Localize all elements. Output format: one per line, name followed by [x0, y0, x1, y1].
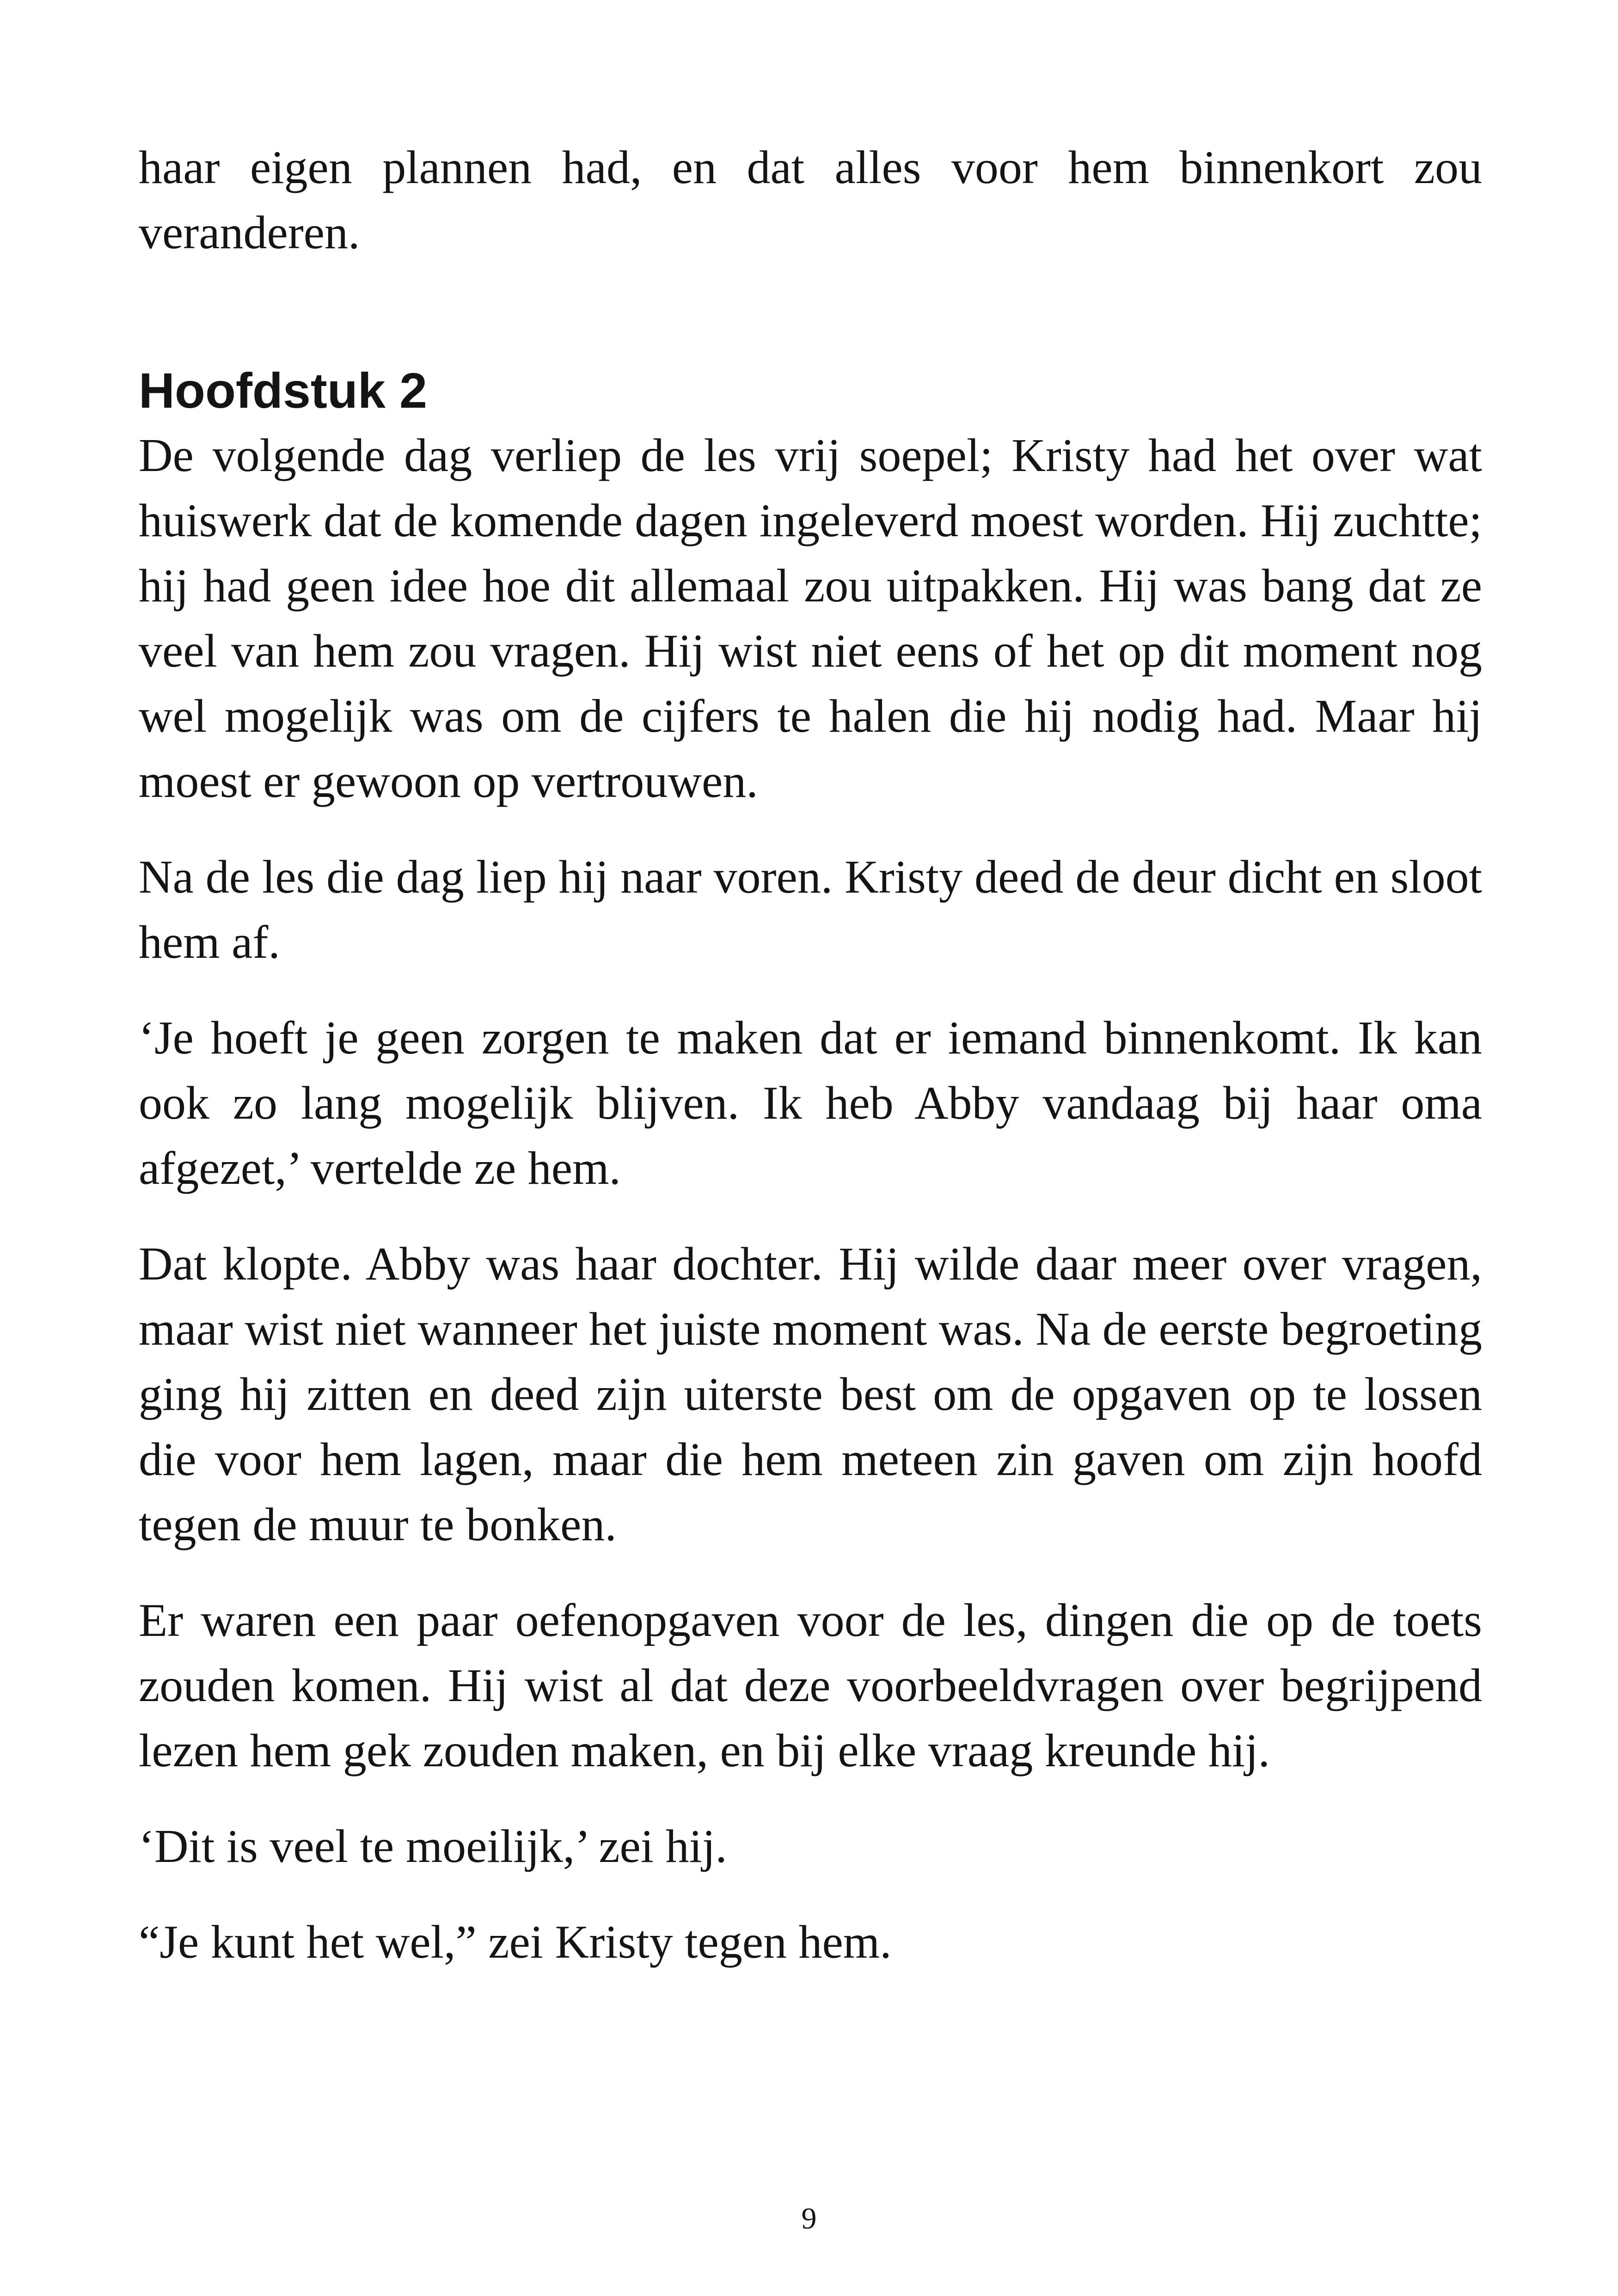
paragraph: “Je kunt het wel,” zei Kristy tegen hem.: [139, 1916, 892, 1968]
page-text-body: [139, 135, 1482, 2005]
continuation-paragraph: haar eigen plannen had, en dat alles voor hem binnenkort zou veranderen.: [139, 141, 1482, 259]
chapter-title: Hoofdstuk 2: [139, 362, 428, 418]
paragraph: De volgende dag verliep de les vrij soepel; Kristy had het over wat huiswerk dat de komende dagen ingeleverd moest worden. Hij zuchtte; hij had geen idee hoe dit allemaal zou uitpakken. Hij was bang dat ze veel van hem zou vragen. Hij wist niet eens of het op dit moment nog wel mogelijk was om de cijfers te halen die hij nodig had. Maar hij moest er gewoon op vertrouwen.: [139, 429, 1482, 808]
page-number: 9: [801, 2202, 817, 2235]
paragraph: ‘Dit is veel te moeilijk,’ zei hij.: [139, 1820, 727, 1873]
paragraph: Na de les die dag liep hij naar voren. Kristy deed de deur dicht en sloot hem af.: [139, 851, 1482, 968]
paragraph: ‘Je hoeft je geen zorgen te maken dat er iemand binnenkomt. Ik kan ook zo lang mogelijk blijven. Ik heb Abby vandaag bij haar oma afgezet,’ vertelde ze hem.: [139, 1012, 1482, 1194]
paragraph: Dat klopte. Abby was haar dochter. Hij wilde daar meer over vragen, maar wist niet wanneer het juiste moment was. Na de eerste begroeting ging hij zitten en deed zijn uiterste best om de opgaven op te lossen die voor hem lagen, maar die hem meteen zin gaven om zijn hoofd tegen de muur te bonken.: [139, 1238, 1483, 1551]
paragraph: Er waren een paar oefenopgaven voor de les, dingen die op de toets zouden komen. Hij wist al dat deze voorbeeldvragen over begrijpend lezen hem gek zouden maken, en bij elke vraag kreunde hij.: [139, 1594, 1482, 1777]
